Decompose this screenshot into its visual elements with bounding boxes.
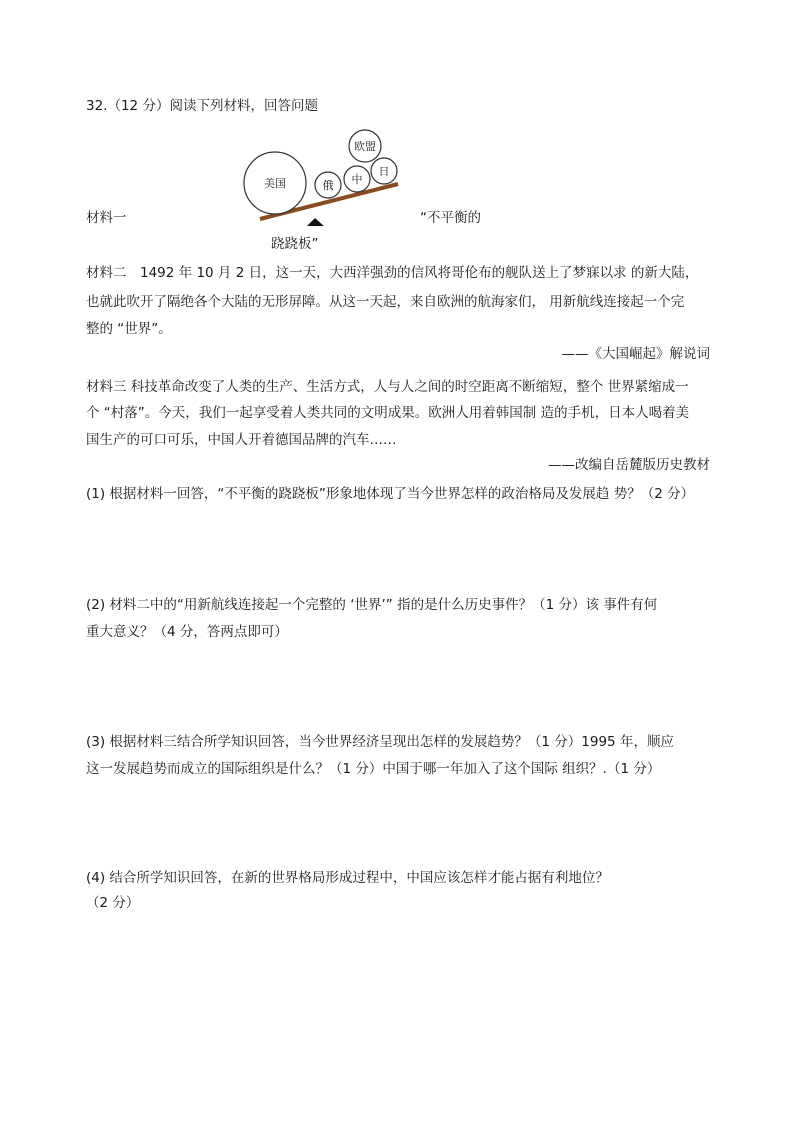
question-3-line2: 这一发展趋势而成立的国际组织是什么？（1 分）中国于哪一年加入了这个国际 组织？.（1 分） xyxy=(86,761,661,777)
seesaw-fulcrum xyxy=(305,218,326,226)
question-4-line2: （2 分） xyxy=(86,895,140,911)
material3-line2: 个 “村落”。今天，我们一起享受着人类共同的文明成果。欧洲人用着韩国制 造的手机，日本人喝着美 xyxy=(86,405,690,421)
material2-line3: 整的 “世界”。 xyxy=(86,321,172,337)
material1-caption-part2: 跷跷板” xyxy=(271,236,319,252)
label-russia: 俄 xyxy=(322,179,334,192)
material3-line1: 材料三 科技革命改变了人类的生产、生活方式，人与人之间的时空距离不断缩短，整个 世界紧缩成一 xyxy=(86,379,689,395)
label-japan: 日 xyxy=(378,165,390,178)
material2-source: ——《大国崛起》解说词 xyxy=(561,346,710,362)
material3-source: ——改编自岳麓版历史教材 xyxy=(548,457,710,473)
question-2-line1: (2) 材料二中的“用新航线连接起一个完整的 ‘世界’” 指的是什么历史事件？（1 分）该 事件有何 xyxy=(86,597,658,613)
question-header: 32.（12 分）阅读下列材料，回答问题 xyxy=(86,98,318,114)
question-4-line1: (4) 结合所学知识回答，在新的世界格局形成过程中，中国应该怎样才能占据有利地位？ xyxy=(86,870,609,886)
question-1: (1) 根据材料一回答，“不平衡的跷跷板”形象地体现了当今世界怎样的政治格局及发展趋 势？（2 分） xyxy=(86,486,695,502)
label-china: 中 xyxy=(351,173,363,186)
label-eu: 欧盟 xyxy=(354,140,376,153)
question-2-line2: 重大意义？（4 分，答两点即可） xyxy=(86,624,288,640)
question-3-line1: (3) 根据材料三结合所学知识回答，当今世界经济呈现出怎样的发展趋势？（1 分）1995 年，顺应 xyxy=(86,734,674,750)
material2-line1: 材料二 1492 年 10 月 2 日，这一天，大西洋强劲的信风将哥伦布的舰队送上了梦寐以求 的新大陆， xyxy=(86,265,699,281)
material1-label: 材料一 xyxy=(86,210,127,226)
material3-line3: 国生产的可口可乐，中国人开着德国品牌的汽车…… xyxy=(86,432,397,448)
material2-line2: 也就此吹开了隔绝各个大陆的无形屏障。从这一天起，来自欧洲的航海家们， 用新航线连接起一个完 xyxy=(86,294,685,310)
material1-caption-part1: “不平衡的 xyxy=(420,210,481,226)
label-usa: 美国 xyxy=(264,177,286,190)
seesaw-diagram xyxy=(240,126,410,226)
